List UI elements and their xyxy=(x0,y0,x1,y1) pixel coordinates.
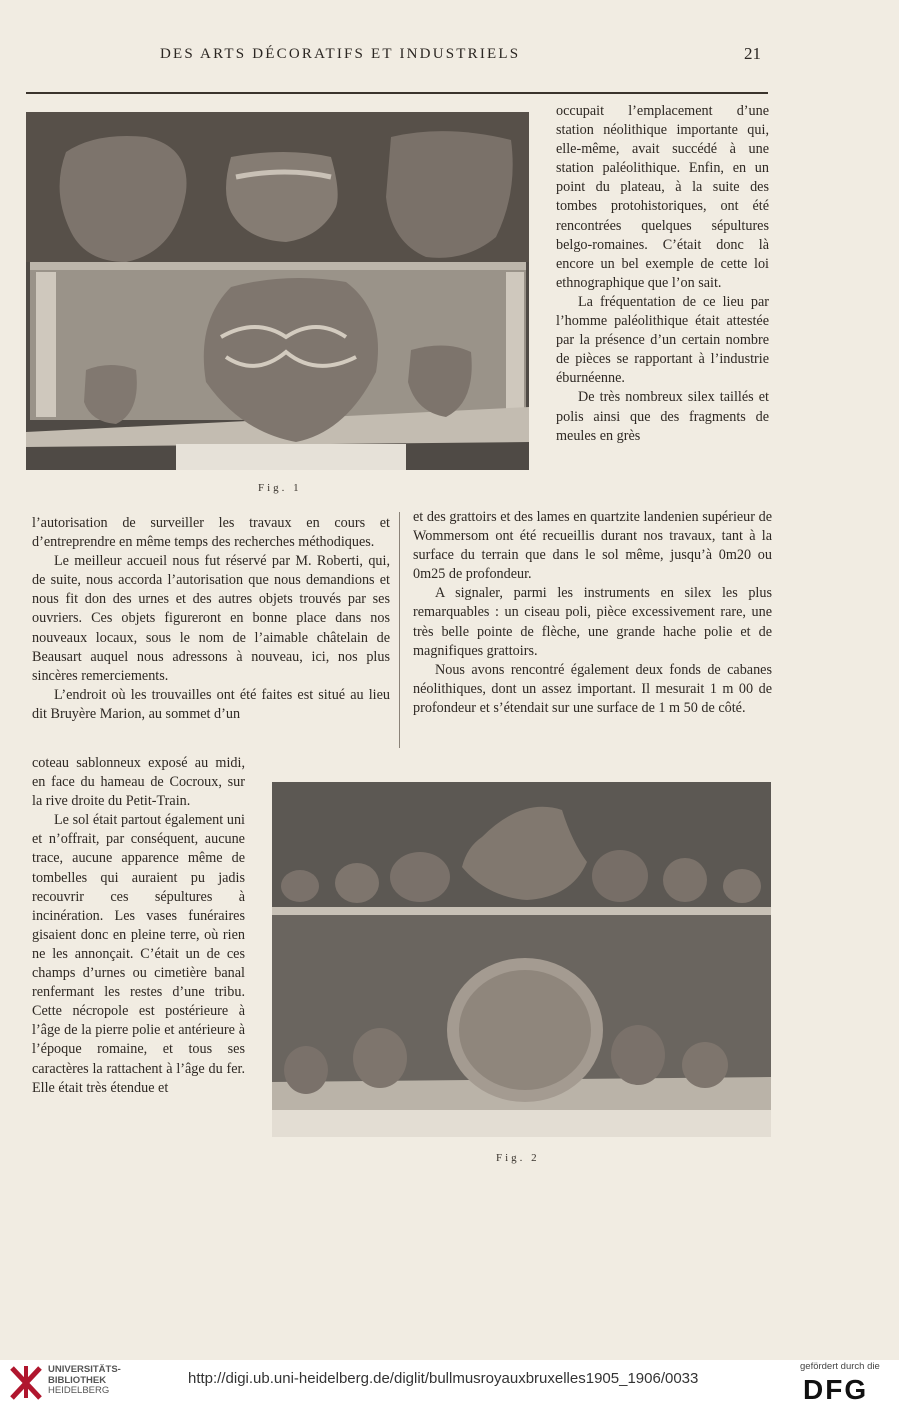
dfg-logo: DFG xyxy=(803,1374,869,1405)
page-number: 21 xyxy=(744,44,761,63)
paragraph: De très nombreux silex taillés et polis ainsi que des fragments de meules en grès xyxy=(556,389,769,444)
paragraph: Nous avons rencontré également deux fonds de cabanes néolithiques, dont un assez important. Il mesurait 1 m 00 de profondeur et s’étendait sur une surface de 1 m 50 de côté. xyxy=(413,661,772,716)
library-name xyxy=(48,1365,121,1397)
paragraph: Le sol était partout également uni et n’offrait, par conséquent, aucune trace, aucune apparence même de tombelles qui auraient pu jadis recouvrir ces sépultures à incinération. Les vases funéraires gisaient donc en pleine terre, où rien ne les annonçait. C’était un de ces champs d’urnes ou cimetière banal renfermant les restes d’une tribu. Cette nécropole est postérieure à l’âge de la pierre polie et antérieure à l’époque romaine, et tous ses caractères la rattachent à l’âge du fer. Elle était très étendue et xyxy=(32,812,245,1096)
running-title: DES ARTS DÉCORATIFS ET INDUSTRIELS xyxy=(160,46,521,62)
paragraph: L’endroit où les trouvailles ont été faites est situé au lieu dit Bruyère Marion, au sommet d’un xyxy=(32,686,390,722)
figure-1-illustration xyxy=(26,112,529,470)
paragraph: La fréquentation de ce lieu par l’homme paléolithique était attestée par la présence d’un certain nombre de pièces se rapportant à l’industrie éburnéenne. xyxy=(556,293,769,387)
left-column xyxy=(32,514,390,724)
paragraph: A signaler, parmi les instruments en silex les plus remarquables : un ciseau poli, pièce excessivement rare, une très belle pointe de flèche, une grande hache polie et de magnifiques grattoirs. xyxy=(413,585,772,659)
paragraph: occupait l’emplacement d’une station néolithique importante qui, elle-même, avait succédé à une station paléolithique. Enfin, en un point du plateau, à la suite des tombes protohistoriques, ont été rencontrées quelques sépultures belgo-romaines. C’était donc là encore un bel exemple de cette loi ethnographique que l’on sait. xyxy=(556,103,769,291)
figure-2-photo xyxy=(272,782,771,1137)
header-rule xyxy=(26,92,768,94)
paragraph: coteau sablonneux exposé au midi, en face du hameau de Cocroux, sur la rive droite du Petit-Train. xyxy=(32,755,245,810)
paragraph: Le meilleur accueil nous fut réservé par M. Roberti, qui, de suite, nous accorda l’autorisation que nous demandions et nous fit don des urnes et des autres objets trouvés par ses ouvriers. Ces objets figureront en bonne place dans nos nouveaux locaux, sous le nom de l’aimable châtelain de Beausart auquel nous adressons à nouveau, ici, nos plus sincères remerciements. xyxy=(32,553,390,684)
narrow-column xyxy=(32,754,245,1098)
right-top-column xyxy=(556,102,769,446)
library-name-line: HEIDELBERG xyxy=(48,1385,110,1396)
column-rule xyxy=(399,512,400,748)
paragraph: l’autorisation de surveiller les travaux en cours et d’entreprendre en même temps des recherches méthodiques. xyxy=(32,515,390,551)
library-name-line: BIBLIOTHEK xyxy=(48,1374,107,1386)
figure-2-caption: Fig. 2 xyxy=(496,1152,540,1164)
funder-label: gefördert durch die xyxy=(800,1361,880,1372)
paragraph: et des grattoirs et des lames en quartzite landenien supérieur de Wommersom ont été recueillis durant nos travaux, tant à la surface du terrain que dans le sol même, jusqu’à 0m20 ou 0m25 de profondeur. xyxy=(413,509,772,583)
library-name-line: UNIVERSITÄTS- xyxy=(48,1364,121,1375)
right-column xyxy=(413,508,772,718)
figure-1-photo xyxy=(26,112,529,470)
figure-1-caption: Fig. 1 xyxy=(258,482,302,494)
figure-2-illustration xyxy=(272,782,771,1137)
university-library-logo-icon xyxy=(10,1364,42,1400)
source-url-link[interactable]: http://digi.ub.uni-heidelberg.de/diglit/bullmusroyauxbruxelles1905_1906/0033 xyxy=(188,1370,699,1387)
